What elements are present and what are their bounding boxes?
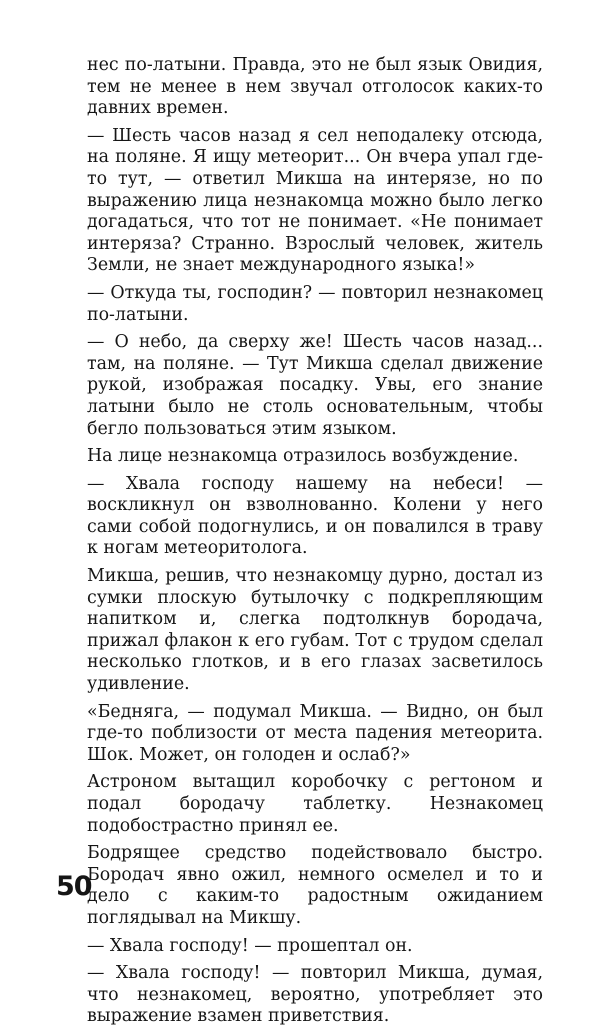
page-number: 50 — [56, 871, 92, 902]
paragraph-2: — Шесть часов назад я сел неподалеку отсюда, на поляне. Я ищу метеорит... Он вчера упал где-то тут, — ответил Микша на интерязе, но по выражению лица незнакомца можно было легко догадаться, что тот не понимает. «Не понимает интеряза? Странно. Взрослый человек, житель Земли, не знает международного языка!» — [87, 125, 543, 276]
paragraph-12: — Хвала господу! — повторил Микша, думая, что незнакомец, вероятно, употребляет это выражение взамен приветствия. — [87, 963, 543, 1027]
paragraph-3: — Откуда ты, господин? — повторил незнакомец по-латыни. — [87, 282, 543, 325]
paragraph-10: Бодрящее средство подействовало быстро. Бородач явно ожил, немного осмелел и то и дело с каким-то радостным ожиданием поглядывал на Микшу. — [87, 843, 543, 928]
paragraph-9: Астроном вытащил коробочку с регтоном и подал бородачу таблетку. Незнакомец подобострастно принял ее. — [87, 772, 543, 836]
paragraph-1: нес по-латыни. Правда, это не был язык Овидия, тем не менее в нем звучал отголосок каких-то давних времен. — [87, 55, 543, 119]
paragraph-7: Микша, решив, что незнакомцу дурно, достал из сумки плоскую бутылочку с подкрепляющим напитком и, слегка подтолкнув бородача, прижал флакон к его губам. Тот с трудом сделал несколько глотков, и в его глазах засветилось удивление. — [87, 566, 543, 695]
paragraph-6: — Хвала господу нашему на небеси! — воскликнул он взволнованно. Колени у него сами собой подогнулись, и он повалился в траву к ногам метеоритолога. — [87, 473, 543, 559]
page-text-block — [87, 55, 543, 1034]
paragraph-5: На лице незнакомца отразилось возбуждение. — [87, 446, 519, 467]
paragraph-11: — Хвала господу! — прошептал он. — [87, 935, 413, 956]
paragraph-8: «Бедняга, — подумал Микша. — Видно, он был где-то поблизости от места падения метеорита. Шок. Может, он голоден и ослаб?» — [87, 701, 543, 765]
paragraph-4: — О небо, да сверху же! Шесть часов назад... там, на поляне. — Тут Микша сделал движение рукой, изображая посадку. Увы, его знание латыни было не столь основательным, чтобы бегло пользоваться этим языком. — [87, 332, 543, 439]
